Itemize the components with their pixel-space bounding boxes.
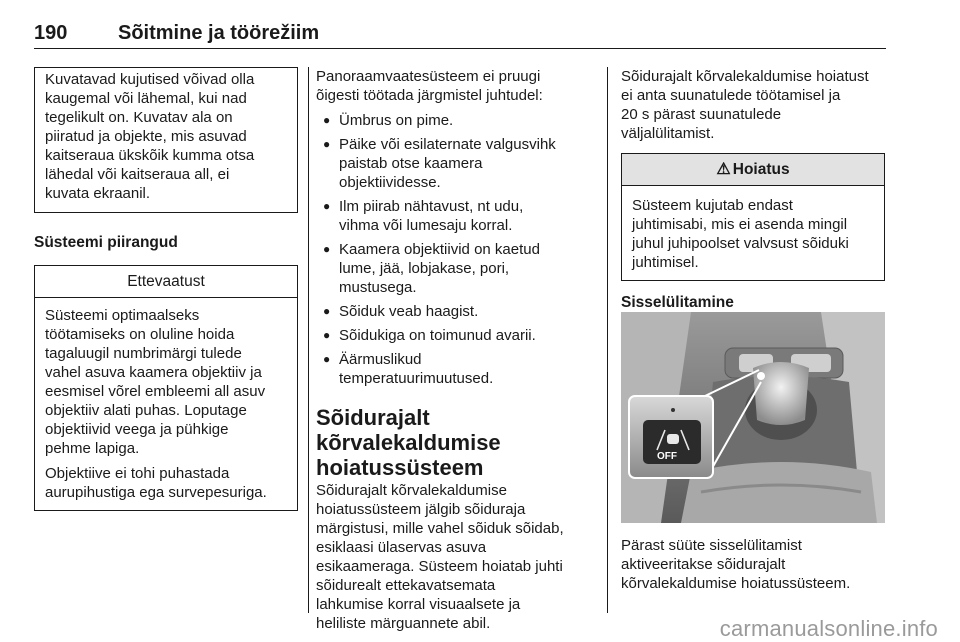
text-line: Äärmuslikud: [339, 351, 422, 368]
intro-text: [316, 67, 602, 105]
text-line: Sõiduk veab haagist.: [339, 303, 479, 320]
list-item: [316, 197, 602, 235]
list-item: [316, 326, 602, 345]
list-item: [316, 111, 602, 130]
text-line: objektiivid veega ja pühkige: [45, 421, 229, 438]
text-line: kaitseraua ükskõik kumma otsa: [45, 147, 255, 164]
warning-text: [632, 196, 874, 272]
text-line: Süsteem kujutab endast: [632, 197, 793, 214]
text-line: Päike või esilaternate valgusvihk: [339, 136, 556, 153]
text-line: kõrvalekaldumise hoiatussüsteem.: [621, 575, 851, 592]
section-heading: [316, 405, 602, 480]
text-line: juhtimisabi, mis ei asenda mingil: [632, 216, 848, 233]
text-line: lume, jää, lobjakase, pori,: [339, 260, 510, 277]
text-line: heliliste märguannete abil.: [316, 615, 491, 632]
running-title: Sõitmine ja töörežiim: [118, 22, 320, 44]
text-line: aktiveeritakse sõidurajalt: [621, 556, 786, 573]
text-line: Sõidurajalt kõrvalekaldumise hoiatust: [621, 68, 869, 85]
text-line: vahel asuva kaamera objektiiv ja: [45, 364, 262, 381]
text-line: Panoraamvaatesüsteem ei pruugi: [316, 68, 541, 85]
text-line: aurupihustiga ega survepesuriga.: [45, 484, 267, 501]
text-line: väljalülitamist.: [621, 125, 715, 142]
text-line: 20 s pärast suunatulede: [621, 106, 782, 123]
text-line: kuvata ekraanil.: [45, 185, 151, 202]
section-heading: Süsteemi piirangud: [34, 234, 178, 251]
text-line: hoiatussüsteem jälgib sõiduraja: [316, 501, 526, 518]
heading-line: hoiatussüsteem: [316, 455, 484, 480]
column-1: [34, 67, 298, 511]
text-line: õigesti töötada järgmistel juhtudel:: [316, 87, 543, 104]
text-line: juhul juhipoolset valvsust sõiduki: [632, 235, 849, 252]
text-line: töötamiseks on oluline hoida: [45, 326, 235, 343]
caution-title: Ettevaatust: [35, 266, 297, 298]
text-line: esiklaasi ülaservas asuva: [316, 539, 487, 556]
text-line: objektiiv alati puhas. Loputage: [45, 402, 247, 419]
text-line: piiratud ja objekte, mis asuvad: [45, 128, 247, 145]
warning-header: [622, 154, 884, 186]
note-box: [34, 67, 298, 213]
list-item: [316, 135, 602, 192]
text-line: pehme lapiga.: [45, 440, 140, 457]
text-line: Kaamera objektiivid on kaetud: [339, 241, 540, 258]
header-rule: [34, 48, 886, 49]
warning-box: [621, 153, 885, 281]
column-divider: [607, 67, 608, 613]
note-text: [45, 70, 287, 203]
heading-line: Sõidurajalt: [316, 405, 430, 430]
text-line: paistab otse kaamera: [339, 155, 483, 172]
intro-text: [621, 67, 887, 143]
console-photo: [621, 312, 885, 523]
text-line: lahkumise korral visuaalsete ja: [316, 596, 521, 613]
watermark: carmanualsonline.info: [719, 616, 938, 641]
text-line: lähedal või kaitseraua all, ei: [45, 166, 230, 183]
text-line: mustusega.: [339, 279, 417, 296]
text-line: objektiividesse.: [339, 174, 441, 191]
text-line: Pärast süüte sisselülitamist: [621, 537, 802, 554]
text-line: tegelikult on. Kuvatav ala on: [45, 109, 233, 126]
text-line: ei anta suunatulede töötamisel ja: [621, 87, 841, 104]
body-text: [316, 481, 602, 633]
text-line: temperatuurimuutused.: [339, 370, 494, 387]
text-line: Ilm piirab nähtavust, nt udu,: [339, 198, 524, 215]
column-divider: [308, 67, 309, 613]
caution-box: [34, 265, 298, 511]
column-2: [316, 67, 602, 633]
text-line: Ümbrus on pime.: [339, 112, 454, 129]
text-line: märgistusi, mille vahel sõiduk sõidab,: [316, 520, 564, 537]
text-line: Objektiive ei tohi puhastada: [45, 465, 230, 482]
caution-paragraph: [45, 464, 287, 502]
text-line: eesmisel võrel embleemi all asuv: [45, 383, 266, 400]
caution-paragraph: [45, 306, 287, 458]
text-line: Sõidurajalt kõrvalekaldumise: [316, 482, 507, 499]
list-item: [316, 240, 602, 297]
warning-triangle-icon: ⚠: [716, 161, 731, 178]
text-line: Sõidukiga on toimunud avarii.: [339, 327, 536, 344]
off-label: OFF: [657, 451, 677, 462]
text-line: tagaluugil numbrimärgi tulede: [45, 345, 242, 362]
text-line: kaugemal või lähemal, kui nad: [45, 90, 247, 107]
text-line: Süsteemi optimaalseks: [45, 307, 200, 324]
page-number: 190: [34, 22, 68, 44]
activation-text: [621, 536, 850, 593]
warning-title: Hoiatus: [732, 161, 790, 178]
text-line: juhtimisel.: [632, 254, 699, 271]
section-heading: Sisselülitamine: [621, 294, 734, 311]
text-line: sõidurealt ettekavatsemata: [316, 577, 496, 594]
heading-line: kõrvalekaldumise: [316, 430, 501, 455]
text-line: Kuvatavad kujutised võivad olla: [45, 71, 255, 88]
text-line: esikaameraga. Süsteem hoiatab juhti: [316, 558, 563, 575]
limitations-list: [316, 111, 602, 388]
list-item: [316, 302, 602, 321]
list-item: [316, 350, 602, 388]
text-line: vihma või lumesaju korral.: [339, 217, 513, 234]
